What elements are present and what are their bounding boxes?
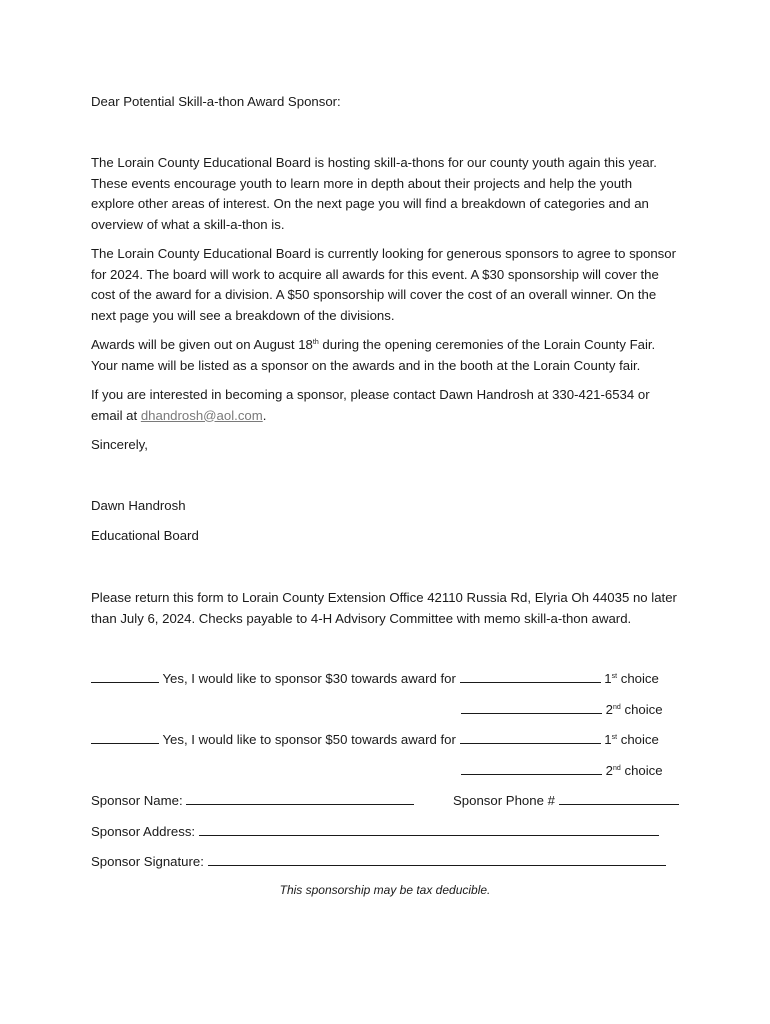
text-line <box>91 406 691 427</box>
sponsor-address-label: Sponsor Address: <box>91 824 196 839</box>
sponsor-phone-row <box>453 792 679 809</box>
text-line: If you are interested in becoming a sponsor, please contact Dawn Handrosh at 330-421-6534 or <box>91 387 650 402</box>
choice-label: choice <box>620 671 659 686</box>
text-line: next page you will see a breakdown of the divisions. <box>91 307 395 323</box>
award-second-choice-50-line[interactable] <box>461 762 602 775</box>
sponsor-50-row <box>91 731 659 748</box>
email-prefix: email at <box>91 407 141 423</box>
sponsor-30-check-line[interactable] <box>91 670 159 683</box>
greeting: Dear Potential Skill-a-thon Award Sponsor: <box>91 94 341 109</box>
sponsor-30-second-row <box>461 701 663 718</box>
award-first-choice-30-line[interactable] <box>460 670 601 683</box>
text-line: Please return this form to Lorain County Extension Office 42110 Russia Rd, Elyria Oh 44035 no later <box>91 590 677 605</box>
contact-paragraph <box>91 385 691 426</box>
ordinal-suffix: st <box>611 673 618 680</box>
choice-number: 1 <box>604 671 612 686</box>
email-link[interactable]: dhandrosh@aol.com <box>140 407 263 423</box>
text-line: Your name will be listed as a sponsor on the awards and in the booth at the Lorain County fair. <box>91 357 641 373</box>
sponsor-30-label: Yes, I would like to sponsor $30 towards award for <box>162 671 456 686</box>
sponsorship-paragraph <box>91 244 691 326</box>
sponsor-phone-field[interactable] <box>559 792 679 805</box>
text-line: These events encourage youth to learn more in depth about their projects and help the youth <box>91 175 633 191</box>
closing: Sincerely, <box>91 437 148 452</box>
text-line: explore other areas of interest. On the next page you will find a breakdown of categories and an <box>91 196 649 211</box>
awards-paragraph <box>91 335 691 376</box>
choice-number: 2 <box>605 702 614 717</box>
text-line: The Lorain County Educational Board is hosting skill-a-thons for our county youth again this year. <box>91 155 657 170</box>
sponsor-50-second-row <box>461 762 663 779</box>
sponsor-name-field[interactable] <box>186 792 414 805</box>
sponsor-signature-label: Sponsor Signature: <box>91 854 204 869</box>
ordinal-suffix: th <box>312 339 319 346</box>
text-line: cost of the award for a division. A $50 sponsorship will cover the cost of an overall winner. On the <box>91 287 657 302</box>
choice-label: choice <box>620 732 659 747</box>
awards-date-text: Awards will be given out on August 18 <box>91 337 313 352</box>
sponsor-50-label: Yes, I would like to sponsor $50 towards award for <box>162 732 456 747</box>
email-suffix: . <box>262 407 267 423</box>
ordinal-suffix: nd <box>613 704 621 711</box>
award-first-choice-50-line[interactable] <box>460 731 601 744</box>
sponsor-50-check-line[interactable] <box>91 731 159 744</box>
signer-name: Dawn Handrosh <box>91 498 186 513</box>
text-line: overview of what a skill-a-thon is. <box>91 216 285 232</box>
text-line: than July 6, 2024. Checks payable to 4-H Advisory Committee with memo skill-a-thon award. <box>91 610 632 626</box>
sponsor-phone-label: Sponsor Phone # <box>453 793 555 808</box>
awards-ceremony-text: during the opening ceremonies of the Lorain County Fair. <box>318 337 656 352</box>
sponsor-address-row <box>91 823 659 840</box>
text-line <box>91 335 691 356</box>
choice-label: choice <box>624 702 663 717</box>
return-instructions <box>91 588 691 629</box>
award-second-choice-30-line[interactable] <box>461 701 602 714</box>
sponsor-name-label: Sponsor Name: <box>91 793 183 808</box>
sponsor-name-row <box>91 792 414 809</box>
signer-title: Educational Board <box>91 528 199 543</box>
ordinal-suffix: st <box>611 734 618 741</box>
text-line: for 2024. The board will work to acquire all awards for this event. A $30 sponsorship will cover the <box>91 266 659 282</box>
choice-label: choice <box>624 763 663 778</box>
sponsor-address-field[interactable] <box>199 823 659 836</box>
choice-number: 1 <box>604 732 612 747</box>
tax-deductible-note: This sponsorship may be tax deducible. <box>279 883 491 897</box>
sponsor-signature-field[interactable] <box>208 853 666 866</box>
sponsor-signature-row <box>91 853 666 870</box>
choice-number: 2 <box>605 763 614 778</box>
sponsor-30-row <box>91 670 659 687</box>
intro-paragraph <box>91 153 691 235</box>
ordinal-suffix: nd <box>613 765 621 772</box>
text-line: The Lorain County Educational Board is currently looking for generous sponsors to agree to sponsor <box>91 246 676 261</box>
